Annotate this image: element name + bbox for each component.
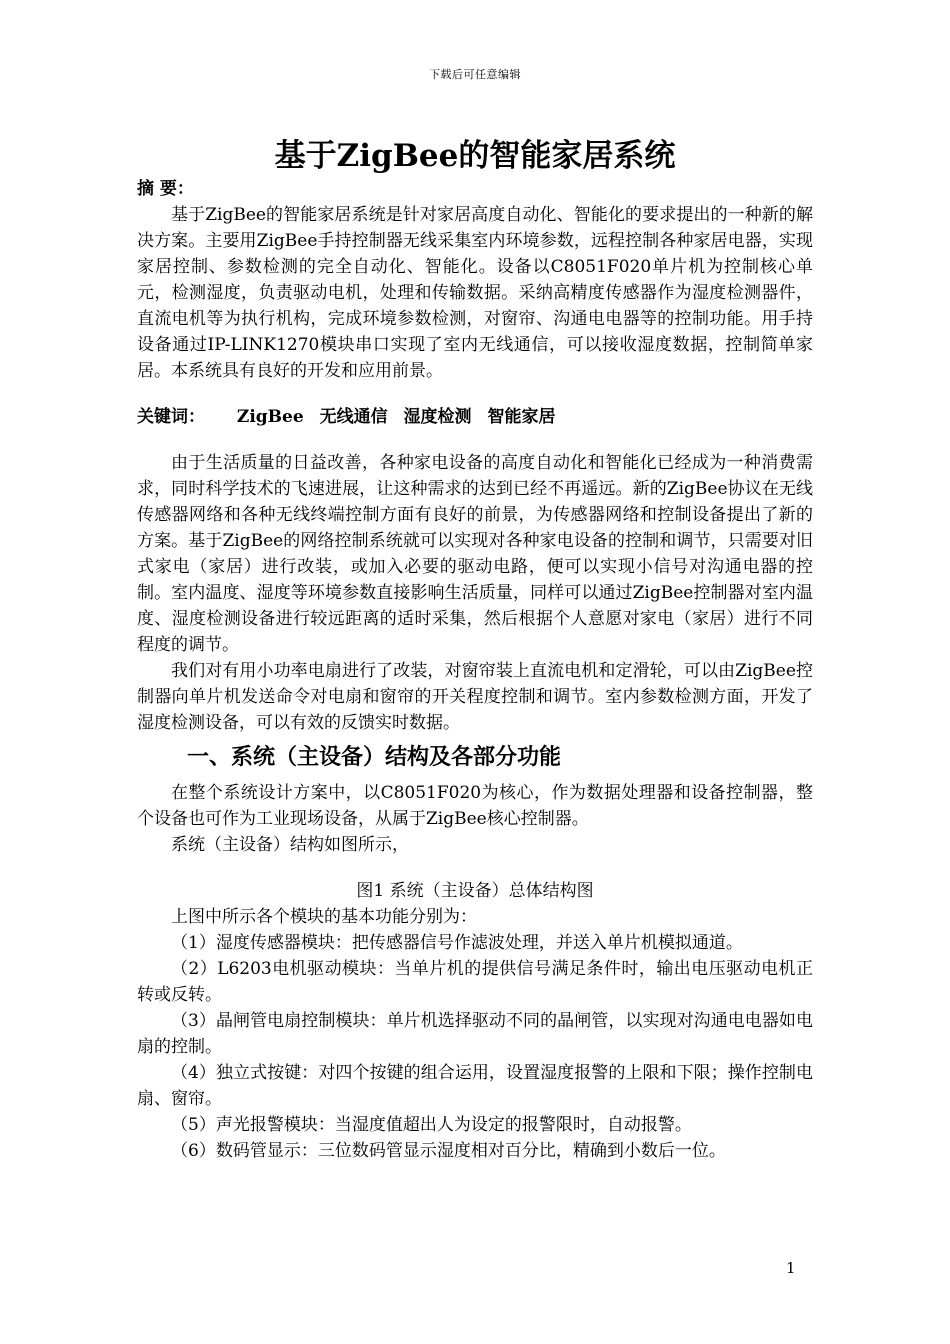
- keyword-item: ZigBee: [236, 407, 304, 427]
- list-item: （2）L6203电机驱动模块：当单片机的提供信号满足条件时，输出电压驱动电机正转或反转。: [137, 959, 813, 1005]
- list-item: （5）声光报警模块：当湿度值超出人为设定的报警限时，自动报警。: [171, 1115, 692, 1135]
- section-heading: 一、系统（主设备）结构及各部分功能: [187, 744, 562, 770]
- figure-caption: 图1 系统（主设备）总体结构图: [356, 881, 594, 901]
- list-item: （4）独立式按键：对四个按键的组合运用，设置湿度报警的上限和下限；操作控制电扇、窗帘。: [137, 1063, 813, 1109]
- document-body: [137, 176, 813, 1164]
- section-paragraph: 系统（主设备）结构如图所示，: [171, 835, 409, 855]
- section-paragraph: 在整个系统设计方案中，以C8051F020为核心，作为数据处理器和设备控制器，整个设备也可作为工业现场设备，从属于ZigBee核心控制器。: [137, 783, 813, 829]
- keyword-item: 湿度检测: [403, 407, 472, 427]
- abstract-text: 基于ZigBee的智能家居系统是针对家居高度自动化、智能化的要求提出的一种新的解决方案。主要用ZigBee手持控制器无线采集室内环境参数，远程控制各种家居电器，实现家居控制、参数检测的完全自动化、智能化。设备以C8051F020单片机为控制核心单元，检测湿度，负责驱动电机，处理和传输数据。采纳高精度传感器作为湿度检测器件，直流电机等为执行机构，完成环境参数检测，对窗帘、沟通电电器等的控制功能。用手持设备通过IP-LINK1270模块串口实现了室内无线通信，可以接收湿度数据，控制简单家居。本系统具有良好的开发和应用前景。: [137, 205, 813, 381]
- page-number: 1: [786, 1259, 796, 1277]
- intro-paragraph: 由于生活质量的日益改善，各种家电设备的高度自动化和智能化已经成为一种消费需求，同时科学技术的飞速进展，让这种需求的达到已经不再遥远。新的ZigBee协议在无线传感器网络和各种无线终端控制方面有良好的前景，为传感器网络和控制设备提出了新的方案。基于ZigBee的网络控制系统就可以实现对各种家电设备的控制和调节，只需要对旧式家电（家居）进行改装，或加入必要的驱动电路，便可以实现小信号对沟通电器的控制。室内温度、湿度等环境参数直接影响生活质量，同样可以通过ZigBee控制器对室内温度、湿度检测设备进行较远距离的适时采集，然后根据个人意愿对家电（家居）进行不同程度的调节。: [137, 453, 813, 655]
- keyword-item: 智能家居: [487, 407, 556, 427]
- document-title: 基于ZigBee的智能家居系统: [274, 138, 676, 174]
- page-header: 下载后可任意编辑: [429, 68, 521, 81]
- keyword-item: 无线通信: [319, 407, 388, 427]
- list-item: （1）湿度传感器模块：把传感器信号作滤波处理，并送入单片机模拟通道。: [171, 933, 743, 953]
- list-item: （3）晶闸管电扇控制模块：单片机选择驱动不同的晶闸管，以实现对沟通电电器如电扇的控制。: [137, 1011, 813, 1057]
- section-paragraph: 上图中所示各个模块的基本功能分别为：: [171, 907, 477, 927]
- list-item: （6）数码管显示：三位数码管显示湿度相对百分比，精确到小数后一位。: [171, 1141, 726, 1161]
- keywords-label: 关键词：: [137, 407, 205, 427]
- intro-paragraph: 我们对有用小功率电扇进行了改装，对窗帘装上直流电机和定滑轮，可以由ZigBee控制器向单片机发送命令对电扇和窗帘的开关程度控制和调节。室内参数检测方面，开发了湿度检测设备，可以有效的反馈实时数据。: [137, 661, 813, 733]
- abstract-label: 摘 要：: [137, 179, 194, 199]
- keywords-line: [137, 404, 813, 430]
